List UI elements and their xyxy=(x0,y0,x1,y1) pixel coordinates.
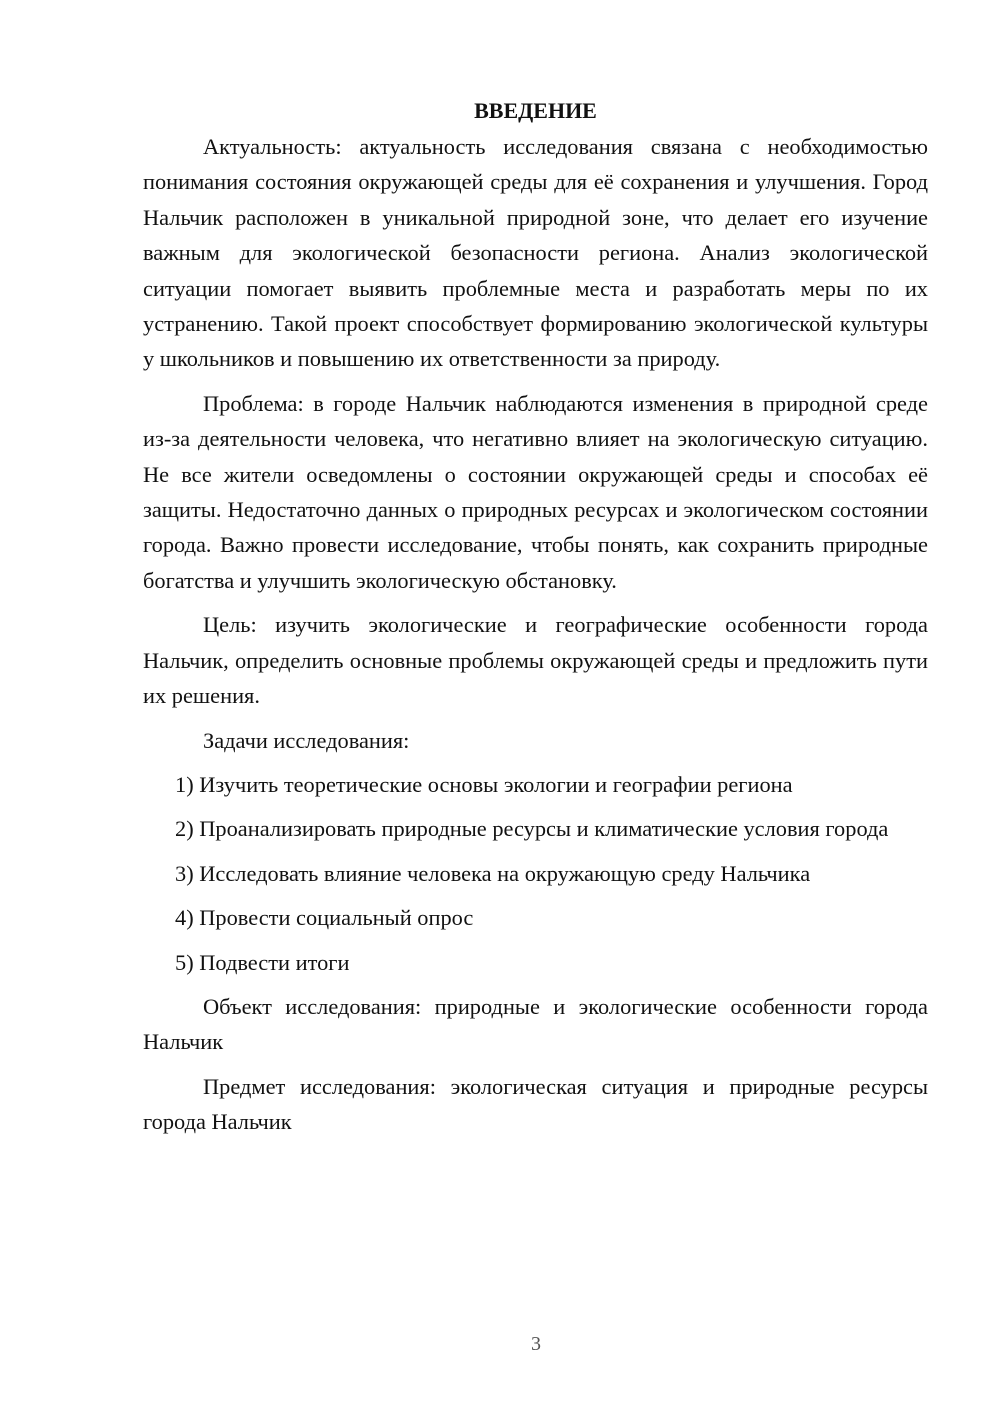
page-number: 3 xyxy=(531,1333,541,1355)
task-item-2: 2) Проанализировать природные ресурсы и климатические условия города xyxy=(175,816,889,842)
section-title: ВВЕДЕНИЕ xyxy=(474,98,597,123)
task-item-3: 3) Исследовать влияние человека на окружающую среду Нальчика xyxy=(175,860,811,886)
task-item-4: 4) Провести социальный опрос xyxy=(175,905,474,931)
task-item-1: 1) Изучить теоретические основы экологии и географии региона xyxy=(175,771,793,797)
task-item-5: 5) Подвести итоги xyxy=(175,949,350,975)
tasks-heading: Задачи исследования: xyxy=(203,727,410,753)
paragraph-subject: Предмет исследования: экологическая ситуация и природные ресурсы города Нальчик xyxy=(143,1073,928,1135)
paragraph-object: Объект исследования: природные и экологические особенности города Нальчик xyxy=(143,993,928,1055)
paragraph-goal: Цель: изучить экологические и географические особенности города Нальчик, определить основные проблемы окружающей среды и предложить пути их решения. xyxy=(143,612,928,709)
paragraph-problem: Проблема: в городе Нальчик наблюдаются изменения в природной среде из-за деятельности человека, что негативно влияет на экологическую ситуацию. Не все жители осведомлены о состоянии окружающей среды и способах её защиты. Недостаточно данных о природных ресурсах и экологическом состоянии города. Важно провести исследование, чтобы понять, как сохранить природные богатства и улучшить экологическую обстановку. xyxy=(143,390,928,593)
paragraph-relevance: Актуальность: актуальность исследования связана с необходимостью понимания состояния окружающей среды для её сохранения и улучшения. Город Нальчик расположен в уникальной природной зоне, что делает его изучение важным для экологической безопасности региона. Анализ экологической ситуации помогает выявить проблемные места и разработать меры по их устранению. Такой проект способствует формированию экологической культуры у школьников и повышению их ответственности за природу. xyxy=(143,134,928,372)
document-page xyxy=(143,93,928,1149)
